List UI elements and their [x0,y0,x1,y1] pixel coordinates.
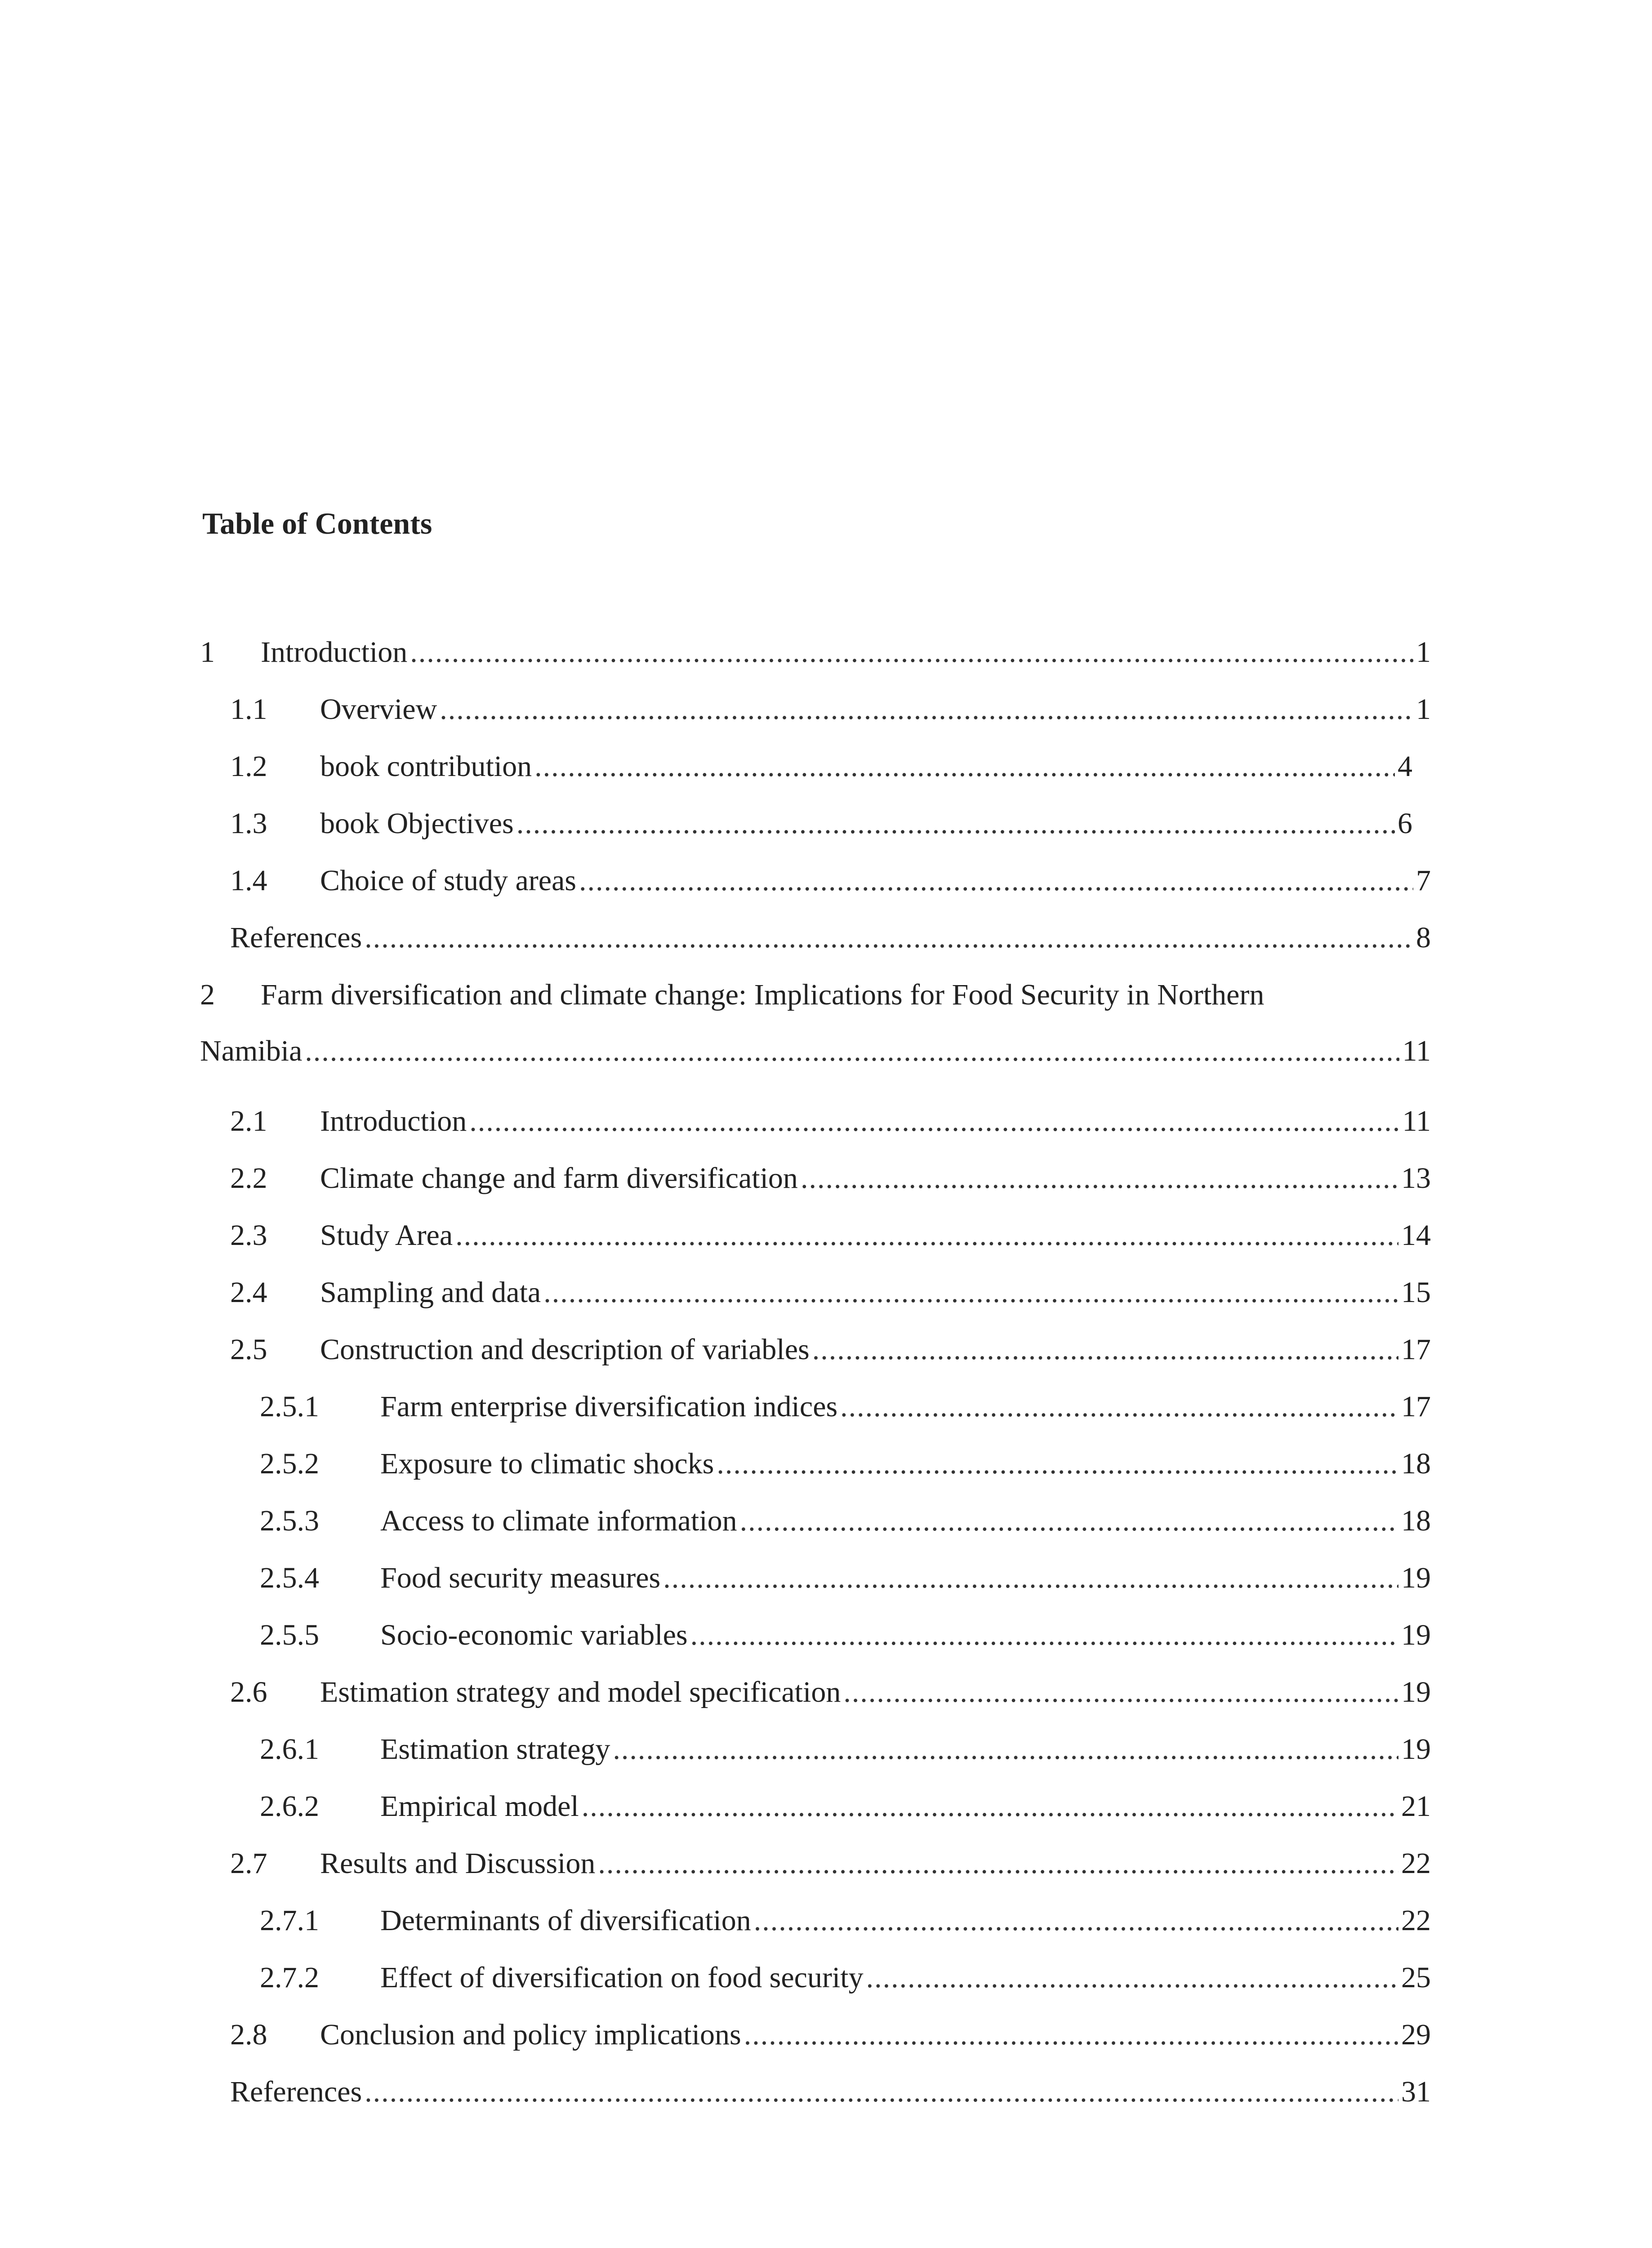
toc-entry[interactable] [260,1563,1431,1593]
dot-leader [690,1620,1398,1650]
toc-entry-page: 25 [1401,1961,1431,1994]
toc-entry-page: 1 [1416,636,1431,669]
toc-entry-page: 19 [1401,1619,1431,1651]
toc-entry-label: Results and Discussion [320,1847,596,1880]
toc-entry-label: Introduction [261,636,408,669]
toc-entry-label: Empirical model [380,1790,579,1823]
toc-entry-label: References [230,921,362,954]
toc-entry-number: 2.5.3 [260,1504,319,1537]
toc-entry-number: 2.4 [230,1276,267,1309]
toc-entry-number: 2.7 [230,1847,267,1880]
toc-entry-page: 14 [1401,1219,1431,1252]
dot-leader [754,1906,1398,1936]
toc-entry[interactable] [230,1335,1431,1365]
toc-entry-label: Construction and description of variables [320,1333,810,1366]
toc-entry-number: 2.7.1 [260,1904,319,1937]
dot-leader [740,1506,1398,1536]
toc-entry-number: 2 [200,978,215,1011]
toc-entry-number: 2.1 [230,1105,267,1137]
dot-leader [717,1449,1398,1479]
toc-entry[interactable] [230,809,1412,839]
toc-entry-label: Farm diversification and climate change: Implications for Food Security in Northern [261,978,1265,1011]
toc-entry-label: Exposure to climatic shocks [380,1447,714,1480]
toc-entry-label: Introduction [320,1105,467,1137]
toc-entry-number: 2.3 [230,1219,267,1252]
toc-entry[interactable] [260,1735,1431,1764]
dot-leader [744,2020,1398,2050]
toc-entry-chapter-2-continuation[interactable] [200,1036,1431,1066]
toc-entry[interactable] [260,1449,1431,1479]
toc-entry[interactable] [230,1106,1431,1136]
toc-entry-label: Food security measures [380,1561,661,1594]
toc-entry-label: Farm enterprise diversification indices [380,1390,838,1423]
toc-entry-page: 13 [1401,1162,1431,1195]
toc-entry-number: 1.2 [230,750,267,783]
toc-entry-page: 19 [1401,1561,1431,1594]
toc-entry-label-continuation: Namibia [200,1035,303,1067]
toc-entry-page: 8 [1416,921,1431,954]
toc-entry-page: 18 [1401,1447,1431,1480]
toc-entry-label: book contribution [320,750,532,783]
toc-entry[interactable] [260,1620,1431,1650]
dot-leader [365,2077,1398,2107]
toc-entry-page: 22 [1401,1904,1431,1937]
toc-entry-label: Study Area [320,1219,453,1252]
toc-entry-label: Sampling and data [320,1276,541,1309]
toc-entry[interactable] [230,866,1431,896]
toc-entry-label: Choice of study areas [320,864,576,897]
toc-entry-page: 15 [1401,1276,1431,1309]
toc-entry-page: 31 [1401,2075,1431,2108]
toc-entry-label: References [230,2075,362,2108]
dot-leader [840,1392,1398,1422]
toc-entry-label: Climate change and farm diversification [320,1162,798,1195]
toc-entry-label: Socio-economic variables [380,1619,688,1651]
dot-leader [582,1792,1398,1821]
dot-leader [305,1036,1399,1066]
toc-entry-references[interactable] [230,2077,1431,2107]
dot-leader [613,1735,1398,1764]
toc-entry-page: 1 [1416,693,1431,726]
dot-leader [663,1563,1398,1593]
toc-entry-label: Estimation strategy [380,1733,610,1766]
toc-entry[interactable] [230,752,1412,781]
toc-entry-number: 2.5 [230,1333,267,1366]
toc-entry[interactable] [230,1677,1431,1707]
dot-leader [455,1221,1398,1250]
toc-entry-references[interactable] [230,923,1431,953]
toc-entry-number: 2.5.5 [260,1619,319,1651]
dot-leader [812,1335,1398,1365]
dot-leader [598,1849,1398,1878]
toc-entry-page: 11 [1402,1035,1431,1067]
toc-entry[interactable] [230,1164,1431,1193]
toc-entry-number: 1.1 [230,693,267,726]
toc-entry[interactable] [230,1849,1431,1878]
toc-entry-number: 1.4 [230,864,267,897]
toc-entry-page: 17 [1401,1333,1431,1366]
dot-leader [866,1963,1398,1993]
toc-entry-number: 2.2 [230,1162,267,1195]
dot-leader [543,1278,1398,1307]
toc-entry[interactable] [260,1792,1431,1821]
toc-entry-label: Access to climate information [380,1504,737,1537]
toc-entry-number: 2.5.4 [260,1561,319,1594]
toc-title: Table of Contents [202,506,432,540]
toc-entry[interactable] [230,1278,1431,1307]
toc-entry-page: 18 [1401,1504,1431,1537]
toc-entry-page: 29 [1401,2018,1431,2051]
dot-leader [410,638,1413,667]
toc-entry[interactable] [230,1221,1431,1250]
toc-entry-number: 1.3 [230,807,267,840]
dot-leader [579,866,1413,896]
toc-entry-number: 2.6.2 [260,1790,319,1823]
toc-entry-label: Conclusion and policy implications [320,2018,741,2051]
toc-entry-page: 17 [1401,1390,1431,1423]
dot-leader [517,809,1395,839]
toc-entry-chapter-2[interactable] [200,980,1264,1010]
toc-entry-page: 4 [1398,750,1412,783]
dot-leader [534,752,1395,781]
toc-entry[interactable] [260,1963,1431,1993]
dot-leader [801,1164,1398,1193]
toc-entry-page: 11 [1402,1105,1431,1137]
toc-entry-page: 22 [1401,1847,1431,1880]
toc-entry-number: 2.7.2 [260,1961,319,1994]
toc-entry-label: Estimation strategy and model specification [320,1676,841,1708]
toc-entry-number: 2.6 [230,1676,267,1708]
toc-entry-number: 2.6.1 [260,1733,319,1766]
toc-entry-page: 19 [1401,1676,1431,1708]
toc-entry-label: Overview [320,693,437,726]
toc-entry[interactable] [260,1906,1431,1936]
toc-entry[interactable] [260,1506,1431,1536]
toc-entry-page: 6 [1398,807,1412,840]
dot-leader [440,695,1413,724]
toc-entry-label: Determinants of diversification [380,1904,751,1937]
toc-entry-page: 7 [1416,864,1431,897]
toc-entry-page: 21 [1401,1790,1431,1823]
toc-entry-number: 2.5.2 [260,1447,319,1480]
dot-leader [469,1106,1399,1136]
toc-entry[interactable] [260,1392,1431,1422]
toc-entry-number: 1 [200,636,215,669]
toc-entry-number: 2.8 [230,2018,267,2051]
toc-entry[interactable] [200,638,1431,667]
dot-leader [365,923,1413,953]
toc-entry-page: 19 [1401,1733,1431,1766]
dot-leader [843,1677,1398,1707]
toc-entry-label: book Objectives [320,807,514,840]
toc-entry[interactable] [230,695,1431,724]
toc-entry-label: Effect of diversification on food security [380,1961,864,1994]
toc-entry[interactable] [230,2020,1431,2050]
toc-entry-number: 2.5.1 [260,1390,319,1423]
